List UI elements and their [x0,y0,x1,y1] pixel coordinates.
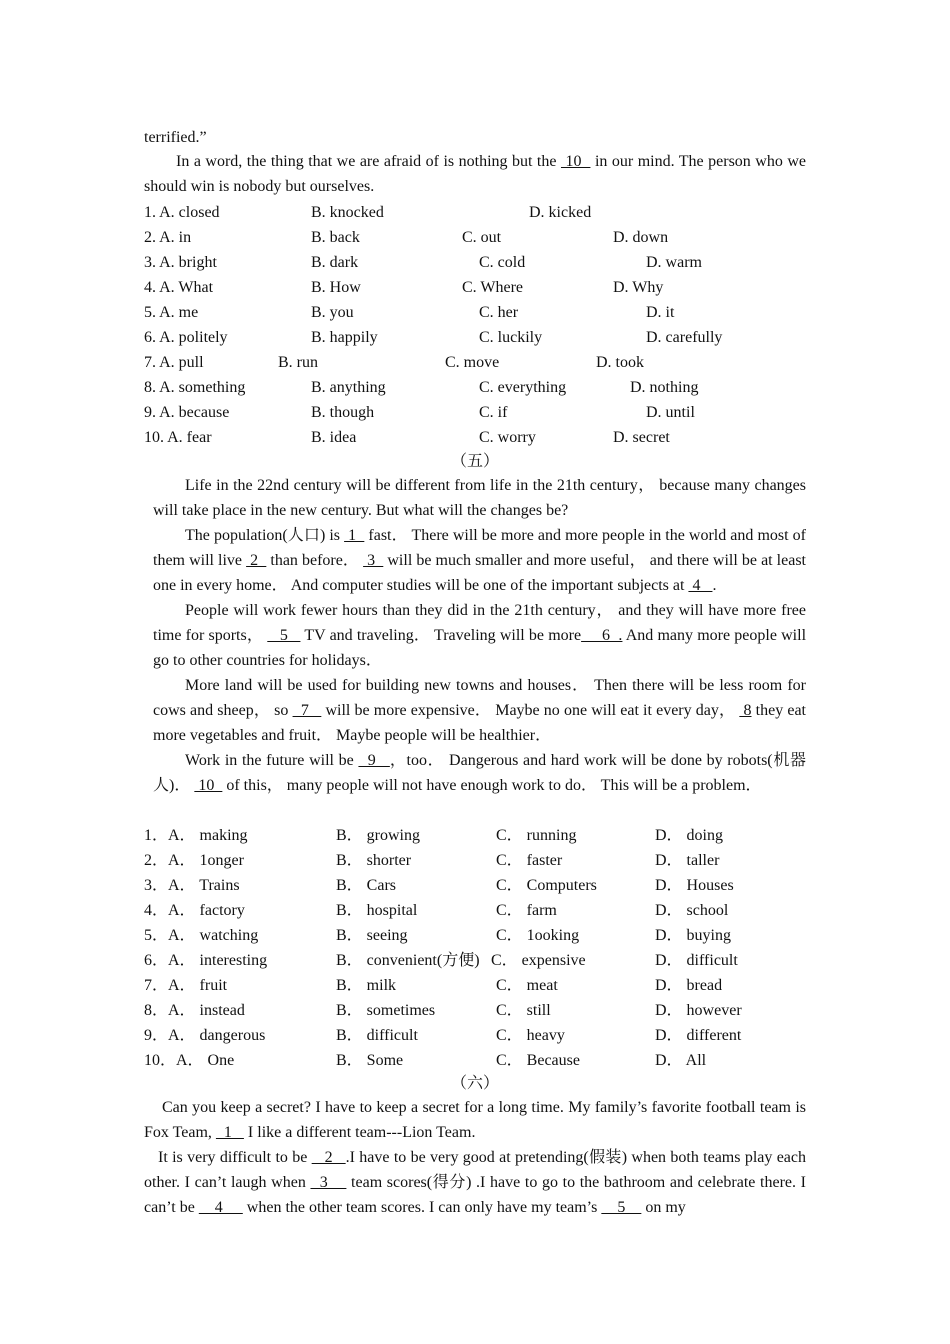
option-b: B． seeing [336,927,408,944]
blank-4: 4 [198,1199,243,1216]
blank-10: 10 [560,153,591,170]
blank-3: 3 [363,552,384,569]
option-d: D． school [655,902,729,919]
option-c: C. cold [479,254,526,271]
option-number-a: 7．A． fruit [144,977,228,994]
option-d: D. carefully [646,329,723,346]
passage-six-p1: Can you keep a secret? I have to keep a secret for a long time. My family’s favorite football team is Fox Team, 1 I like a different team---Lion Team. [144,1099,806,1141]
option-b: B． milk [336,977,397,994]
option-number-a: 9. A. because [144,404,230,421]
option-d: D． bread [655,977,723,994]
option-b: B. knocked [311,204,384,221]
option-d: D． difficult [655,952,738,969]
option-c: C． Computers [496,877,597,894]
option-b: B. happily [311,329,378,346]
section-heading-six: （六） [450,1075,499,1092]
blank-8: 8 [739,702,752,719]
option-c: C. worry [479,429,536,446]
option-d: D． doing [655,827,724,844]
blank-3: 3 [310,1174,347,1191]
option-number-a: 2. A. in [144,229,192,246]
option-d: D． buying [655,927,732,944]
option-c: C． expensive [491,952,586,969]
blank-1: 1 [344,527,365,544]
option-d: D． different [655,1027,742,1044]
option-c: C． still [496,1002,551,1019]
option-number-a: 6．A． interesting [144,952,268,969]
option-number-a: 10．A． One [144,1052,235,1069]
passage-five [153,473,806,798]
option-b: B. though [311,404,375,421]
option-b: B. back [311,229,360,246]
carry-over-line: terrified.” [144,129,207,146]
option-number-a: 2．A． 1onger [144,852,244,869]
option-b: B． Cars [336,877,397,894]
blank-1: 1 [215,1124,244,1141]
option-c: C. if [479,404,508,421]
option-c: C. her [479,304,519,321]
option-b: B. How [311,279,361,296]
option-d: D. secret [613,429,670,446]
option-d: D. it [646,304,675,321]
option-d: D． Houses [655,877,734,894]
section-heading-five: （五） [450,453,499,470]
option-b: B. anything [311,379,386,396]
option-d: D． taller [655,852,720,869]
option-d: D． however [655,1002,742,1019]
option-c: C． faster [496,852,563,869]
option-c: C. move [445,354,500,371]
option-number-a: 7. A. pull [144,354,204,371]
option-d: D. until [646,404,695,421]
option-number-a: 5. A. me [144,304,199,321]
option-d: D. down [613,229,669,246]
blank-6: 6 . [581,627,623,644]
option-b: B. run [278,354,318,371]
option-number-a: 3．A． Trains [144,877,240,894]
option-c: C. everything [479,379,567,396]
passage-six [144,1095,806,1220]
passage-five-p5: Work in the future will be 9 ，too． Dangerous and hard work will be done by robots(机器人)． 10 of this， many people will not have enough work to do． This will be a problem． [153,752,806,794]
option-c: C． meat [496,977,558,994]
passage-five-p1: Life in the 22nd century will be different from life in the 21th century， because many changes will take place in the new century. But what will the changes be? [153,477,806,519]
option-number-a: 8．A． instead [144,1002,245,1019]
closing-paragraph: In a word, the thing that we are afraid of is nothing but the 10 in our mind. The person who we should win is nobody but ourselves. [144,153,806,195]
blank-10: 10 [194,777,223,794]
option-c: C. Where [462,279,524,296]
option-b: B． shorter [336,852,412,869]
option-b: B. idea [311,429,357,446]
option-number-a: 4．A． factory [144,902,245,919]
option-number-a: 8. A. something [144,379,246,396]
option-b: B． hospital [336,902,418,919]
blank-2: 2 [311,1149,346,1166]
blank-4: 4 [688,577,713,594]
passage-five-p3: People will work fewer hours than they did in the 21th century， and they will have more free time for sports， 5 TV and traveling． Traveling will be more 6 . And many more people will go to other countries for holidays． [153,602,807,669]
option-number-a: 4. A. What [144,279,214,296]
passage-five-p2: The population(人口) is 1 fast． There will be more and more people in the world and most of them will live 2 than before． 3 will be much smaller and more useful， and there will be at least one in every home． And computer studies will be one of the important subjects at 4 . [153,527,807,594]
option-c: C． heavy [496,1027,565,1044]
option-c: C． farm [496,902,557,919]
option-d: D. kicked [529,204,592,221]
passage-five-p4: More land will be used for building new towns and houses． Then there will be less room for cows and sheep， so 7 will be more expensive． Maybe no one will eat it every day， 8 they eat more vegetables and fruit． Maybe people will be healthier． [153,677,806,744]
option-c: C． Because [496,1052,580,1069]
option-b: B. you [311,304,354,321]
option-b: B． convenient(方便) [336,952,480,969]
option-number-a: 1．A． making [144,827,248,844]
option-number-a: 10. A. fear [144,429,212,446]
option-c: C． 1ooking [496,927,580,944]
option-b: B． growing [336,827,421,844]
option-number-a: 3. A. bright [144,254,217,271]
option-d: D. Why [613,279,664,296]
option-number-a: 1. A. closed [144,204,220,221]
option-number-a: 5．A． watching [144,927,259,944]
blank-7: 7 [292,702,322,719]
blank-9: 9 [358,752,390,769]
option-d: D. nothing [630,379,699,396]
option-d: D. took [596,354,644,371]
option-number-a: 9．A． dangerous [144,1027,266,1044]
blank-5: 5 [601,1199,642,1216]
option-b: B. dark [311,254,359,271]
option-d: D. warm [646,254,702,271]
option-c: C. out [462,229,502,246]
option-number-a: 6. A. politely [144,329,228,346]
blank-5: 5 [267,627,301,644]
option-b: B． sometimes [336,1002,436,1019]
blank-2: 2 [246,552,267,569]
option-b: B． Some [336,1052,404,1069]
option-c: C． running [496,827,577,844]
passage-six-p2: It is very difficult to be 2 .I have to be very good at pretending(假装) when both teams play each other. I can’t laugh when 3 team scores(得分) .I have to go to the bathroom and celebrate there. I can’t be 4 when the other team scores. I can only have my team’s 5 on my [144,1149,806,1216]
option-b: B． difficult [336,1027,418,1044]
option-c: C. luckily [479,329,543,346]
option-d: D． All [655,1052,707,1069]
